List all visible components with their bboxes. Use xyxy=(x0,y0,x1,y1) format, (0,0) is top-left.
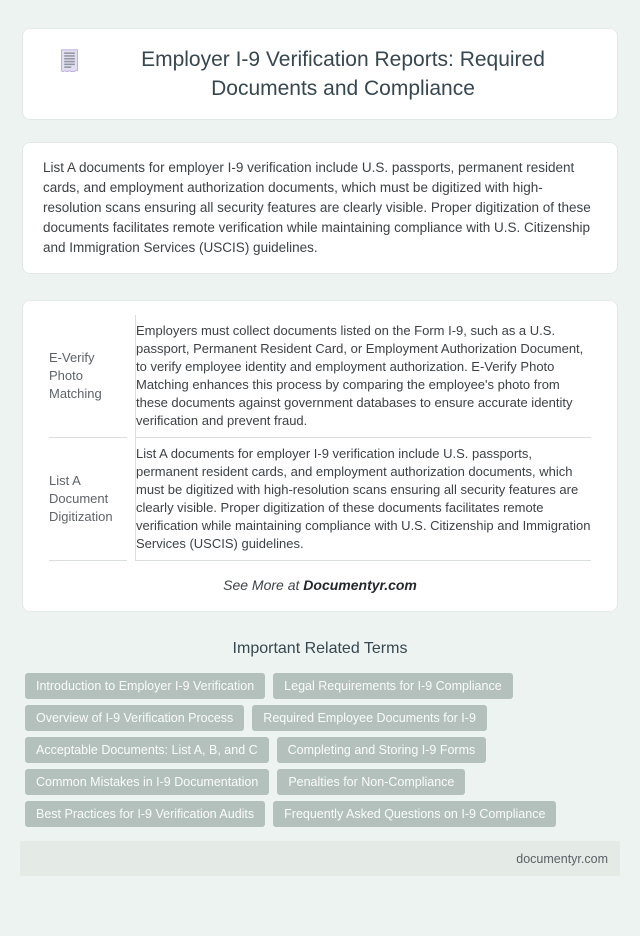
related-term-tag[interactable]: Introduction to Employer I-9 Verification xyxy=(25,673,265,699)
definitions-table xyxy=(41,315,599,561)
related-term-tag[interactable]: Overview of I-9 Verification Process xyxy=(25,705,244,731)
definition-row xyxy=(49,438,591,561)
definition-row xyxy=(49,315,591,438)
see-more-text: See More at xyxy=(223,577,304,593)
term-definition: Employers must collect documents listed on the Form I-9, such as a U.S. passport, Permanent Resident Card, or Employment Authorization Document, to verify employee identity and employment authorization. E-Verify Photo Matching enhances this process by comparing the employee's photo from these documents against government databases to ensure accurate identity verification and prevent fraud. xyxy=(135,315,591,438)
related-terms-list xyxy=(25,673,615,827)
related-term-tag[interactable]: Best Practices for I-9 Verification Audits xyxy=(25,801,265,827)
term-definition: List A documents for employer I-9 verification include U.S. passports, permanent resident cards, and employment authorization documents, which must be digitized with high-resolution scans ensuring all security features are clearly visible. Proper digitization of these documents facilitates remote verification while maintaining compliance with U.S. Citizenship and Immigration Services (USCIS) guidelines. xyxy=(135,438,591,561)
term-label: List A Document Digitization xyxy=(49,438,127,561)
related-term-tag[interactable]: Common Mistakes in I-9 Documentation xyxy=(25,769,269,795)
title-card xyxy=(22,28,618,120)
see-more-line xyxy=(41,577,599,593)
related-term-tag[interactable]: Completing and Storing I-9 Forms xyxy=(277,737,487,763)
receipt-icon xyxy=(59,49,80,79)
summary-text: List A documents for employer I-9 verification include U.S. passports, permanent resident cards, and employment authorization documents, which must be digitized with high-resolution scans ensuring all security features are clearly visible. Proper digitization of these documents facilitates remote verification while maintaining compliance with U.S. Citizenship and Immigration Services (USCIS) guidelines. xyxy=(43,160,591,255)
page-title: Employer I-9 Verification Reports: Required Documents and Compliance xyxy=(141,48,545,100)
related-term-tag[interactable]: Penalties for Non-Compliance xyxy=(277,769,465,795)
related-term-tag[interactable]: Legal Requirements for I-9 Compliance xyxy=(273,673,512,699)
related-term-tag[interactable]: Frequently Asked Questions on I-9 Compliance xyxy=(273,801,556,827)
footer-bar xyxy=(20,841,620,876)
see-more-site-link[interactable]: Documentyr.com xyxy=(303,577,417,593)
term-label: E-Verify Photo Matching xyxy=(49,315,127,438)
related-term-tag[interactable]: Acceptable Documents: List A, B, and C xyxy=(25,737,269,763)
related-terms-heading: Important Related Terms xyxy=(232,640,408,657)
summary-card xyxy=(22,142,618,274)
footer-site-link[interactable]: documentyr.com xyxy=(516,851,608,866)
related-term-tag[interactable]: Required Employee Documents for I-9 xyxy=(252,705,487,731)
definitions-card xyxy=(22,300,618,612)
